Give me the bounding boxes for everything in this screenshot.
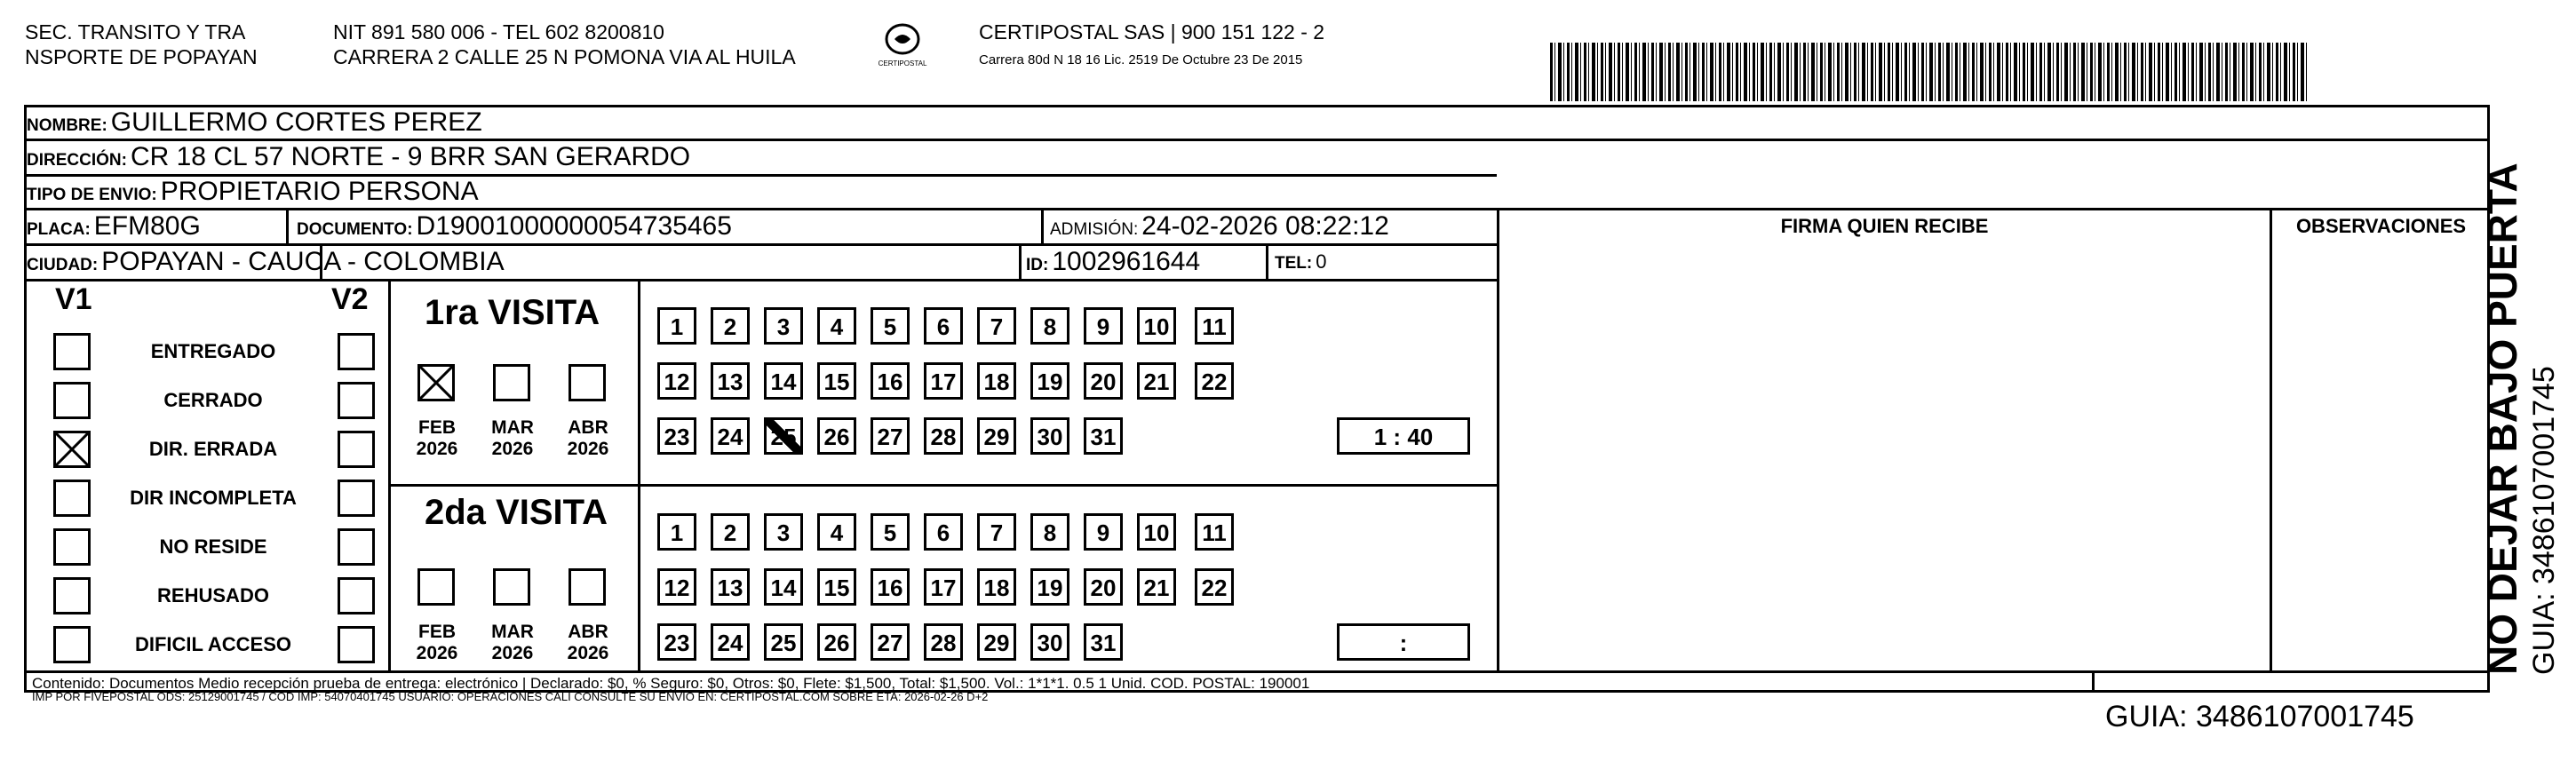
divider bbox=[388, 279, 391, 670]
day-box[interactable]: 19 bbox=[1030, 362, 1069, 400]
admision-label: ADMISIÓN: bbox=[1050, 220, 1139, 239]
v1-checkbox[interactable] bbox=[53, 528, 91, 566]
documento-label: DOCUMENTO: bbox=[297, 220, 413, 239]
month-checkbox[interactable] bbox=[417, 568, 455, 606]
status-option-label: ENTREGADO bbox=[150, 340, 276, 362]
direccion-value: CR 18 CL 57 NORTE - 9 BRR SAN GERARDO bbox=[130, 142, 691, 171]
day-box[interactable]: 17 bbox=[924, 362, 963, 400]
nombre-label: NOMBRE: bbox=[27, 116, 107, 135]
day-box[interactable]: 10 bbox=[1137, 307, 1176, 345]
v1-checkbox[interactable] bbox=[53, 577, 91, 614]
day-box[interactable]: 13 bbox=[711, 568, 750, 606]
contenido-text: Contenido: Documentos Medio recepción prueba de entrega: electrónico | Declarado: $0, % Seguro: $0, Otros: $0, Flete: $1,500, Total: $1,500. Vol.: 1*1*1. 0.5 1 Unid. COD. POSTAL: 190001 bbox=[32, 675, 1310, 692]
ciudad-value: POPAYAN - CAUCA - COLOMBIA bbox=[101, 247, 505, 276]
tipo-value: PROPIETARIO PERSONA bbox=[160, 177, 479, 206]
id-row bbox=[1026, 245, 1200, 279]
day-box[interactable]: 25 bbox=[764, 417, 803, 455]
v2-checkbox[interactable] bbox=[338, 333, 375, 370]
nit-line: NIT 891 580 006 - TEL 602 8200810 bbox=[333, 20, 664, 44]
observaciones-label: OBSERVACIONES bbox=[2295, 215, 2467, 237]
divider bbox=[391, 484, 1497, 487]
day-box[interactable]: 22 bbox=[1195, 362, 1234, 400]
month-label bbox=[410, 417, 464, 460]
day-box[interactable]: 26 bbox=[817, 623, 856, 661]
second-visit-title: 2da VISITA bbox=[425, 493, 608, 532]
ciudad-row bbox=[27, 245, 505, 279]
direccion-row bbox=[27, 140, 690, 174]
divider bbox=[286, 208, 289, 243]
month-name: ABR bbox=[568, 622, 608, 642]
placa-row bbox=[27, 210, 201, 243]
day-box[interactable]: 25 bbox=[764, 623, 803, 661]
day-box[interactable]: 6 bbox=[924, 307, 963, 345]
first-visit-title: 1ra VISITA bbox=[425, 293, 600, 332]
day-box[interactable]: 7 bbox=[977, 307, 1016, 345]
side-guia-text: GUIA: 3486107001745 bbox=[2527, 366, 2561, 675]
sender-line1: SEC. TRANSITO Y TRA bbox=[25, 20, 246, 44]
svg-text:CERTIPOSTAL: CERTIPOSTAL bbox=[878, 59, 927, 67]
v1-checkbox[interactable] bbox=[53, 333, 91, 370]
day-box[interactable]: 24 bbox=[711, 417, 750, 455]
day-box[interactable]: 12 bbox=[657, 568, 696, 606]
status-option-label: NO RESIDE bbox=[159, 535, 267, 558]
day-box[interactable]: 23 bbox=[657, 417, 696, 455]
day-box[interactable]: 11 bbox=[1195, 513, 1234, 551]
day-box[interactable]: 5 bbox=[871, 513, 910, 551]
day-box[interactable]: 14 bbox=[764, 568, 803, 606]
nombre-row bbox=[27, 106, 482, 139]
month-label bbox=[486, 417, 539, 460]
month-checkbox[interactable] bbox=[493, 364, 530, 401]
nombre-value: GUILLERMO CORTES PEREZ bbox=[110, 107, 482, 137]
day-box[interactable]: 30 bbox=[1030, 623, 1069, 661]
month-year: 2026 bbox=[416, 643, 458, 663]
no-dejar-text: NO DEJAR BAJO PUERTA bbox=[2479, 163, 2525, 675]
v2-checkbox[interactable] bbox=[338, 382, 375, 419]
v1-checkbox[interactable] bbox=[53, 382, 91, 419]
day-box[interactable]: 7 bbox=[977, 513, 1016, 551]
day-box[interactable]: 18 bbox=[977, 362, 1016, 400]
day-box[interactable]: 12 bbox=[657, 362, 696, 400]
day-box[interactable]: 31 bbox=[1084, 417, 1123, 455]
id-value: 1002961644 bbox=[1052, 247, 1201, 276]
month-year: 2026 bbox=[567, 439, 609, 459]
time-field[interactable]: 1 : 40 bbox=[1337, 417, 1470, 455]
side-notice bbox=[2478, 142, 2576, 675]
time-field[interactable]: : bbox=[1337, 623, 1470, 661]
day-box[interactable]: 19 bbox=[1030, 568, 1069, 606]
month-name: MAR bbox=[491, 417, 534, 438]
month-year: 2026 bbox=[491, 643, 534, 663]
tipo-row bbox=[27, 175, 479, 209]
tel-label: TEL: bbox=[1275, 254, 1313, 273]
month-checkbox[interactable] bbox=[568, 364, 606, 401]
day-box[interactable]: 11 bbox=[1195, 307, 1234, 345]
month-name: FEB bbox=[418, 622, 456, 642]
sender-line2: NSPORTE DE POPAYAN bbox=[25, 45, 258, 68]
tel-row bbox=[1275, 245, 1326, 279]
guia-number: GUIA: 3486107001745 bbox=[2105, 700, 2414, 733]
month-checkbox[interactable] bbox=[493, 568, 530, 606]
divider bbox=[2092, 670, 2095, 693]
month-name: ABR bbox=[568, 417, 608, 438]
barcode bbox=[1550, 43, 2310, 101]
month-label bbox=[561, 417, 615, 460]
imp-text: IMP POR FIVEPOSTAL ODS: 25129001745 / COD IMP: 54070401745 USUARIO: OPERACIONES CALI CONSULTE SU ENVIO EN: CERTIPOSTAL.COM SOBRE ETA: 2026-02-26 D+2 bbox=[32, 690, 989, 703]
day-box[interactable]: 24 bbox=[711, 623, 750, 661]
day-box[interactable]: 8 bbox=[1030, 513, 1069, 551]
day-box[interactable]: 30 bbox=[1030, 417, 1069, 455]
month-name: MAR bbox=[491, 622, 534, 642]
divider bbox=[1019, 243, 1022, 279]
status-option-label: DIR INCOMPLETA bbox=[130, 487, 297, 509]
documento-row bbox=[297, 210, 732, 243]
day-box[interactable]: 1 bbox=[657, 307, 696, 345]
v1-checkbox[interactable] bbox=[53, 431, 91, 468]
v1-checkbox[interactable] bbox=[53, 626, 91, 663]
day-box[interactable]: 17 bbox=[924, 568, 963, 606]
day-box[interactable]: 4 bbox=[817, 513, 856, 551]
ciudad-label: CIUDAD: bbox=[27, 256, 99, 274]
day-box[interactable]: 27 bbox=[871, 417, 910, 455]
divider bbox=[1041, 208, 1044, 243]
v2-checkbox[interactable] bbox=[338, 480, 375, 517]
v2-checkbox[interactable] bbox=[338, 577, 375, 614]
admision-value: 24-02-2026 08:22:12 bbox=[1141, 211, 1389, 241]
day-box[interactable]: 29 bbox=[977, 417, 1016, 455]
v1-checkbox[interactable] bbox=[53, 480, 91, 517]
day-box[interactable]: 18 bbox=[977, 568, 1016, 606]
day-box[interactable]: 16 bbox=[871, 568, 910, 606]
admision-row bbox=[1050, 210, 1389, 243]
month-label bbox=[410, 622, 464, 664]
day-box[interactable]: 8 bbox=[1030, 307, 1069, 345]
day-box[interactable]: 1 bbox=[657, 513, 696, 551]
month-year: 2026 bbox=[416, 439, 458, 459]
day-box[interactable]: 26 bbox=[817, 417, 856, 455]
day-box[interactable]: 22 bbox=[1195, 568, 1234, 606]
company-address: Carrera 80d N 18 16 Lic. 2519 De Octubre 23 De 2015 bbox=[979, 52, 1303, 67]
v2-label: V2 bbox=[331, 282, 369, 316]
placa-value: EFM80G bbox=[93, 211, 201, 241]
v2-checkbox[interactable] bbox=[338, 431, 375, 468]
day-box[interactable]: 21 bbox=[1137, 362, 1176, 400]
day-box[interactable]: 10 bbox=[1137, 513, 1176, 551]
day-box[interactable]: 4 bbox=[817, 307, 856, 345]
tel-value: 0 bbox=[1316, 250, 1327, 273]
status-option-label: REHUSADO bbox=[157, 584, 269, 607]
day-box[interactable]: 28 bbox=[924, 417, 963, 455]
status-option-label: DIR. ERRADA bbox=[148, 438, 278, 460]
month-label bbox=[561, 622, 615, 664]
direccion-label: DIRECCIÓN: bbox=[27, 151, 127, 170]
divider bbox=[638, 279, 640, 670]
documento-value: D19001000000054735465 bbox=[416, 211, 732, 241]
header bbox=[0, 20, 2567, 92]
status-option-label: DIFICIL ACCESO bbox=[134, 633, 291, 655]
day-box[interactable]: 5 bbox=[871, 307, 910, 345]
divider bbox=[1266, 243, 1268, 279]
divider bbox=[27, 279, 1497, 281]
company-line: CERTIPOSTAL SAS | 900 151 122 - 2 bbox=[979, 20, 1325, 44]
v2-checkbox[interactable] bbox=[338, 528, 375, 566]
month-checkbox[interactable] bbox=[417, 364, 455, 401]
company-logo bbox=[875, 21, 930, 71]
day-box[interactable]: 16 bbox=[871, 362, 910, 400]
day-box[interactable]: 6 bbox=[924, 513, 963, 551]
day-box[interactable]: 2 bbox=[711, 307, 750, 345]
month-checkbox[interactable] bbox=[568, 568, 606, 606]
day-box[interactable]: 2 bbox=[711, 513, 750, 551]
v2-checkbox[interactable] bbox=[338, 626, 375, 663]
divider bbox=[1497, 208, 1499, 670]
divider bbox=[27, 670, 2490, 673]
day-box[interactable]: 23 bbox=[657, 623, 696, 661]
month-year: 2026 bbox=[491, 439, 534, 459]
tipo-label: TIPO DE ENVIO: bbox=[27, 186, 157, 204]
day-box[interactable]: 3 bbox=[764, 513, 803, 551]
firma-label: FIRMA QUIEN RECIBE bbox=[1780, 215, 1989, 237]
day-box[interactable]: 9 bbox=[1084, 513, 1123, 551]
month-name: FEB bbox=[418, 417, 456, 438]
day-box[interactable]: 15 bbox=[817, 362, 856, 400]
day-box[interactable]: 9 bbox=[1084, 307, 1123, 345]
id-label: ID: bbox=[1026, 256, 1049, 274]
month-year: 2026 bbox=[567, 643, 609, 663]
day-box[interactable]: 20 bbox=[1084, 362, 1123, 400]
day-box[interactable]: 31 bbox=[1084, 623, 1123, 661]
day-box[interactable]: 27 bbox=[871, 623, 910, 661]
day-box[interactable]: 15 bbox=[817, 568, 856, 606]
divider bbox=[2270, 208, 2272, 670]
day-box[interactable]: 13 bbox=[711, 362, 750, 400]
status-option-label: CERRADO bbox=[163, 389, 263, 411]
day-box[interactable]: 3 bbox=[764, 307, 803, 345]
day-box[interactable]: 14 bbox=[764, 362, 803, 400]
month-label bbox=[486, 622, 539, 664]
day-box[interactable]: 21 bbox=[1137, 568, 1176, 606]
placa-label: PLACA: bbox=[27, 220, 91, 239]
address-line: CARRERA 2 CALLE 25 N POMONA VIA AL HUILA bbox=[333, 45, 796, 68]
day-box[interactable]: 20 bbox=[1084, 568, 1123, 606]
day-box[interactable]: 29 bbox=[977, 623, 1016, 661]
v1-label: V1 bbox=[55, 282, 92, 316]
day-box[interactable]: 28 bbox=[924, 623, 963, 661]
